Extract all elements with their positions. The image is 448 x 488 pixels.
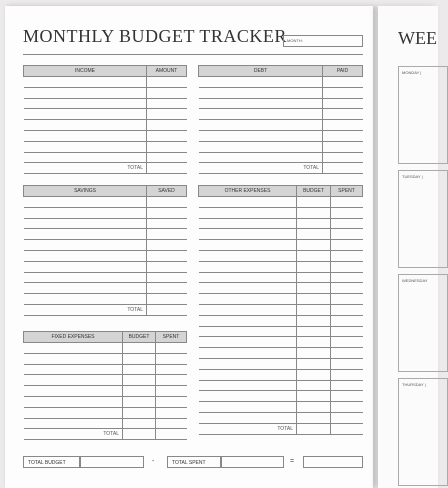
table-cell[interactable] [199,326,297,337]
table-cell[interactable] [24,283,147,294]
table-cell[interactable] [323,98,363,109]
total-row [199,163,363,174]
table-cell[interactable] [123,418,156,429]
table-row [199,358,363,369]
total-row [24,304,187,315]
table-cell[interactable] [331,337,363,348]
table-cell[interactable] [297,218,331,229]
table-cell[interactable] [297,240,331,251]
table-cell[interactable] [331,369,363,380]
table-cell[interactable] [323,77,363,88]
amount-header: AMOUNT [147,66,187,77]
debt-table [198,65,363,174]
table-cell[interactable] [24,87,147,98]
weekly-page [378,6,438,488]
table-cell[interactable] [156,396,187,407]
table-cell[interactable] [123,375,156,386]
table-row [199,207,363,218]
table-cell[interactable] [147,130,187,141]
table-cell[interactable] [24,130,147,141]
table-row [24,294,187,305]
table-cell[interactable] [331,197,363,208]
table-cell[interactable] [147,250,187,261]
table-row [24,386,187,397]
table-cell[interactable] [156,407,187,418]
total-row [199,423,363,434]
table-cell[interactable] [199,337,297,348]
fixed-expenses-table [23,331,187,440]
table-cell[interactable] [297,207,331,218]
table-cell[interactable] [24,229,147,240]
table-row [24,98,187,109]
table-cell[interactable] [297,272,331,283]
table-row [24,207,187,218]
table-cell[interactable] [199,272,297,283]
table-cell[interactable] [156,386,187,397]
table-cell[interactable] [24,120,147,131]
table-cell[interactable] [147,141,187,152]
weekly-title: WEE [398,28,437,48]
table-row [24,152,187,163]
table-row [199,380,363,391]
table-cell[interactable] [147,98,187,109]
table-row [199,283,363,294]
table-cell[interactable] [123,343,156,354]
table-cell[interactable] [156,353,187,364]
total-cell[interactable] [323,163,363,174]
page-title: MONTHLY BUDGET TRACKER [23,26,287,46]
table-cell[interactable] [24,98,147,109]
income-header: INCOME [24,66,147,77]
table-cell[interactable] [123,386,156,397]
table-row [199,218,363,229]
total-cell[interactable] [147,304,187,315]
table-cell[interactable] [297,412,331,423]
month-label: MONTH: [287,38,303,43]
table-cell[interactable] [297,294,331,305]
table-cell[interactable] [297,358,331,369]
table-row [24,141,187,152]
table-cell[interactable] [199,240,297,251]
table-cell[interactable] [24,77,147,88]
table-cell[interactable] [331,402,363,413]
table-cell[interactable] [323,120,363,131]
other-expenses-header: OTHER EXPENSES [199,186,297,197]
table-row [199,261,363,272]
total-row [24,429,187,440]
other-spent-header: SPENT [331,186,363,197]
savings-table [23,185,187,316]
table-row [199,337,363,348]
table-cell[interactable] [24,197,147,208]
table-cell[interactable] [24,218,147,229]
table-row [199,240,363,251]
table-cell[interactable] [147,283,187,294]
table-cell[interactable] [323,141,363,152]
table-cell[interactable] [331,412,363,423]
fixed-budget-header: BUDGET [123,332,156,343]
day-box-wednesday[interactable] [398,274,448,372]
table-cell[interactable] [199,197,297,208]
table-cell[interactable] [297,283,331,294]
table-row [24,109,187,120]
table-cell[interactable] [331,304,363,315]
table-row [199,109,363,120]
table-cell[interactable] [199,294,297,305]
minus-sign: - [152,458,155,465]
table-cell[interactable] [297,326,331,337]
table-cell[interactable] [199,141,323,152]
table-row [199,272,363,283]
table-cell[interactable] [199,380,297,391]
table-row [199,120,363,131]
table-cell[interactable] [199,250,297,261]
table-cell[interactable] [199,315,297,326]
equals-sign: = [290,458,295,465]
day-box-thursday[interactable] [398,378,448,486]
table-cell[interactable] [147,240,187,251]
table-cell[interactable] [199,87,323,98]
table-cell[interactable] [323,109,363,120]
day-label: THURSDAY | [402,382,426,387]
table-cell[interactable] [297,391,331,402]
table-cell[interactable] [24,353,123,364]
table-cell[interactable] [123,364,156,375]
table-cell[interactable] [199,412,297,423]
table-cell[interactable] [147,294,187,305]
table-cell[interactable] [323,130,363,141]
table-cell[interactable] [297,369,331,380]
table-row [199,77,363,88]
table-row [24,87,187,98]
title-divider [23,54,363,55]
table-cell[interactable] [199,402,297,413]
table-row [24,229,187,240]
table-cell[interactable] [331,207,363,218]
total-cell[interactable] [331,423,363,434]
table-cell[interactable] [297,380,331,391]
table-cell[interactable] [199,348,297,359]
table-cell[interactable] [297,250,331,261]
day-label: TUESDAY | [402,174,423,179]
table-row [24,353,187,364]
day-box-tuesday[interactable] [398,170,448,268]
debt-header: DEBT [199,66,323,77]
table-cell[interactable] [199,152,323,163]
table-cell[interactable] [24,207,147,218]
table-cell[interactable] [24,396,123,407]
total-budget-field[interactable] [80,456,144,468]
table-cell[interactable] [331,358,363,369]
month-field[interactable] [283,35,363,47]
table-cell[interactable] [24,294,147,305]
total-label: TOTAL [199,423,297,434]
table-row [24,418,187,429]
total-cell[interactable] [297,423,331,434]
balance-field[interactable] [303,456,363,468]
table-cell[interactable] [199,391,297,402]
table-cell[interactable] [156,343,187,354]
total-label: TOTAL [24,429,123,440]
table-cell[interactable] [199,283,297,294]
table-row [199,304,363,315]
table-cell[interactable] [24,343,123,354]
table-cell[interactable] [147,77,187,88]
table-cell[interactable] [199,358,297,369]
table-cell[interactable] [24,109,147,120]
table-cell[interactable] [297,315,331,326]
table-cell[interactable] [297,261,331,272]
table-cell[interactable] [199,109,323,120]
table-row [199,326,363,337]
table-cell[interactable] [331,380,363,391]
table-cell[interactable] [147,261,187,272]
table-cell[interactable] [331,261,363,272]
table-row [24,250,187,261]
table-cell[interactable] [199,369,297,380]
table-cell[interactable] [156,364,187,375]
table-row [199,152,363,163]
table-cell[interactable] [199,98,323,109]
table-cell[interactable] [147,109,187,120]
total-label: TOTAL [24,304,147,315]
table-cell[interactable] [147,152,187,163]
table-row [24,407,187,418]
table-row [199,130,363,141]
table-row [199,369,363,380]
table-cell[interactable] [147,218,187,229]
table-cell[interactable] [123,396,156,407]
table-cell[interactable] [199,229,297,240]
table-cell[interactable] [147,87,187,98]
table-cell[interactable] [331,294,363,305]
table-cell[interactable] [199,304,297,315]
day-box-monday[interactable] [398,66,448,164]
table-cell[interactable] [24,272,147,283]
table-cell[interactable] [199,77,323,88]
total-cell[interactable] [123,429,156,440]
table-cell[interactable] [24,386,123,397]
budget-page [5,6,373,488]
table-row [199,229,363,240]
table-cell[interactable] [297,229,331,240]
income-table [23,65,187,174]
table-cell[interactable] [24,152,147,163]
table-cell[interactable] [331,250,363,261]
table-cell[interactable] [331,391,363,402]
table-cell[interactable] [297,337,331,348]
table-cell[interactable] [156,375,187,386]
table-cell[interactable] [297,402,331,413]
table-cell[interactable] [147,197,187,208]
table-cell[interactable] [331,218,363,229]
table-cell[interactable] [297,348,331,359]
table-cell[interactable] [331,283,363,294]
table-cell[interactable] [147,272,187,283]
other-budget-header: BUDGET [297,186,331,197]
table-row [24,197,187,208]
table-cell[interactable] [24,364,123,375]
table-row [24,120,187,131]
table-cell[interactable] [123,407,156,418]
table-row [24,364,187,375]
table-row [24,396,187,407]
table-row [199,294,363,305]
table-row [199,412,363,423]
table-cell[interactable] [147,120,187,131]
total-cell[interactable] [147,163,187,174]
table-row [199,315,363,326]
table-cell[interactable] [24,418,123,429]
table-cell[interactable] [24,240,147,251]
table-row [24,240,187,251]
table-row [24,375,187,386]
table-cell[interactable] [331,229,363,240]
table-cell[interactable] [156,418,187,429]
table-row [24,130,187,141]
total-label: TOTAL [199,163,323,174]
table-row [199,197,363,208]
table-cell[interactable] [24,375,123,386]
fixed-expenses-header: FIXED EXPENSES [24,332,123,343]
table-cell[interactable] [331,240,363,251]
other-expenses-table [198,185,363,435]
table-cell[interactable] [147,229,187,240]
table-row [199,87,363,98]
table-cell[interactable] [24,250,147,261]
day-label: MONDAY | [402,70,422,75]
table-cell[interactable] [323,152,363,163]
table-row [199,141,363,152]
table-cell[interactable] [24,407,123,418]
total-spent-label: TOTAL SPENT [167,456,221,468]
table-cell[interactable] [331,326,363,337]
table-row [199,250,363,261]
table-row [199,402,363,413]
table-cell[interactable] [199,120,323,131]
total-row [24,163,187,174]
table-cell[interactable] [331,315,363,326]
table-cell[interactable] [199,218,297,229]
paid-header: PAID [323,66,363,77]
table-cell[interactable] [331,272,363,283]
table-cell[interactable] [297,197,331,208]
total-cell[interactable] [156,429,187,440]
table-row [24,343,187,354]
table-row [24,283,187,294]
table-cell[interactable] [24,261,147,272]
table-cell[interactable] [24,141,147,152]
saved-header: SAVED [147,186,187,197]
table-row [24,261,187,272]
table-cell[interactable] [199,207,297,218]
table-cell[interactable] [199,261,297,272]
total-spent-field[interactable] [221,456,284,468]
table-cell[interactable] [123,353,156,364]
table-row [24,77,187,88]
table-cell[interactable] [199,130,323,141]
total-label: TOTAL [24,163,147,174]
table-row [24,272,187,283]
table-row [24,218,187,229]
fixed-spent-header: SPENT [156,332,187,343]
day-label: WEDNESDAY [402,278,428,283]
savings-header: SAVINGS [24,186,147,197]
table-row [199,98,363,109]
total-budget-label: TOTAL BUDGET [23,456,80,468]
table-cell[interactable] [331,348,363,359]
table-cell[interactable] [323,87,363,98]
table-cell[interactable] [147,207,187,218]
table-cell[interactable] [297,304,331,315]
table-row [199,348,363,359]
table-row [199,391,363,402]
